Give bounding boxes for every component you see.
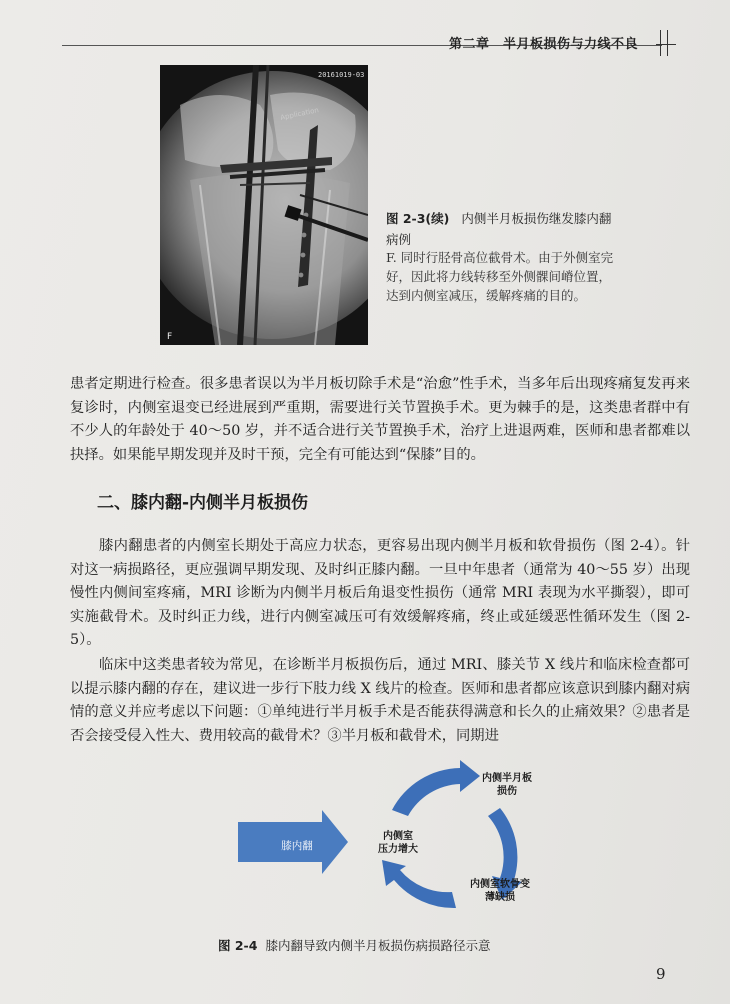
figure-2-3-title-text: 内侧半月板损伤继发膝内翻病例	[386, 211, 612, 247]
xray-watermark: Application	[279, 106, 320, 122]
figure-2-4-number: 图 2-4	[218, 938, 258, 953]
header-ornament	[656, 30, 676, 56]
xray-date-label: 20161019-03	[318, 71, 365, 79]
figure-2-4-title: 膝内翻导致内侧半月板损伤病损路径示意	[265, 938, 491, 953]
medial-pressure-label: 内侧室 压力增大	[378, 831, 418, 855]
paragraph-1: 患者定期进行检查。很多患者误以为半月板切除手术是“治愈”性手术，当多年后出现疼痛复发再来复诊时，内侧室退变已经进展到严重期，需要进行关节置换手术。更为棘手的是，这类患者群中有不少人的年龄处于 40～50 岁，并不适合进行关节置换手术，治疗上进退两难，医师和患者都难以抉择。如果能早期发现并及时干预，完全有可能达到“保膝”目的。	[70, 376, 690, 463]
paragraph-2: 膝内翻患者的内侧室长期处于高应力状态，更容易出现内侧半月板和软骨损伤（图 2-4）。针对这一病损路径，更应强调早期发现、及时纠正膝内翻。一旦中年患者（通常为 40～55 岁）出现慢性内侧间室疼痛，MRI 诊断为内侧半月板后角退变性损伤（通常 MRI 表现为水平撕裂），即可实施截骨术。及时纠正力线，进行内侧室减压可有效缓解疼痛，终止或延缓恶性循环发生（图 2-5）。	[70, 538, 690, 648]
page-number: 9	[656, 965, 666, 983]
cartilage-defect-label: 内侧室软骨变 薄缺损	[470, 879, 530, 903]
xray-panel-letter: F	[167, 332, 173, 342]
paragraph-3: 临床中这类患者较为常见，在诊断半月板损伤后，通过 MRI、膝关节 X 线片和临床检查都可以提示膝内翻的存在，建议进一步行下肢力线 X 线片的检查。医师和患者都应该意识到膝内翻对病情的意义并应考虑以下问题：①单纯进行半月板手术是否能获得满意和长久的止痛效果？②患者是否会接受侵入性大、费用较高的截骨术？③半月板和截骨术，同期进	[70, 657, 690, 744]
pathway-diagram	[230, 760, 570, 925]
figure-2-3-number: 图 2-3(续)	[386, 211, 450, 226]
xray-drawing	[160, 65, 368, 345]
figure-2-4-caption	[218, 936, 490, 954]
varus-label: 膝内翻	[281, 840, 313, 852]
knee-xray-image	[160, 65, 368, 345]
section-heading: 二、膝内翻-内侧半月板损伤	[97, 493, 309, 513]
chapter-header: 第二章 半月板损伤与力线不良	[448, 37, 638, 52]
figure-2-3-title	[386, 208, 616, 250]
meniscus-injury-label: 内侧半月板 损伤	[482, 773, 532, 797]
figure-2-3-body: F. 同时行胫骨高位截骨术。由于外侧室完好，因此将力线转移至外侧髁间嵴位置，达到内侧室减压，缓解疼痛的目的。	[386, 250, 614, 303]
